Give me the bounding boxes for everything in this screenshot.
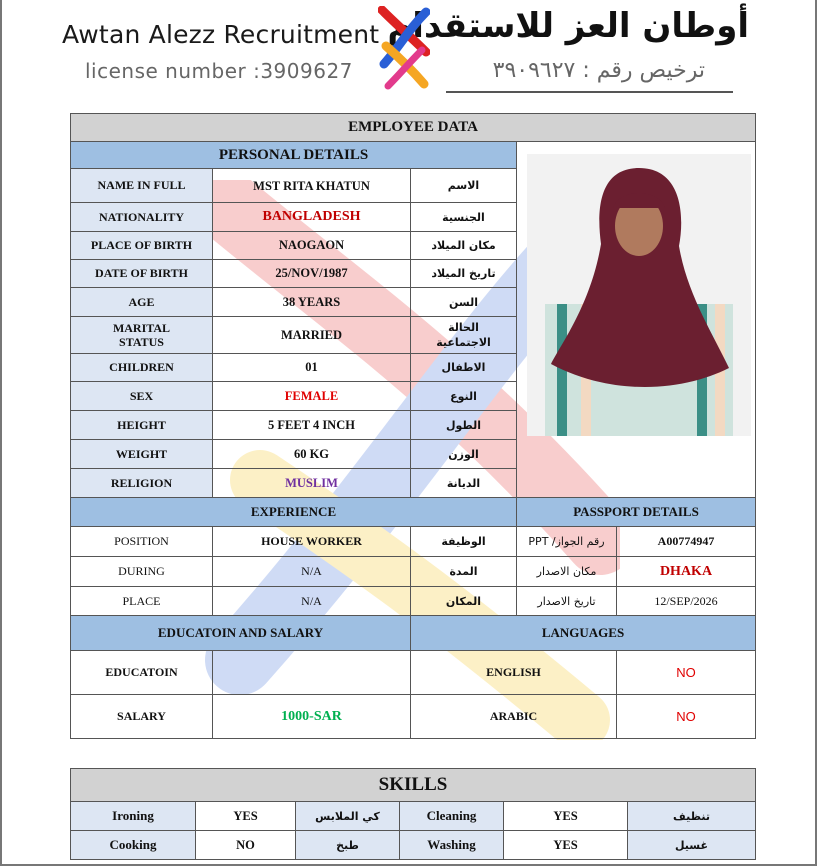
place-of-birth-label: PLACE OF BIRTH — [71, 232, 213, 260]
nationality-label-ar: الجنسية — [411, 203, 517, 232]
marital-status-value: MARRIED — [213, 317, 411, 354]
company-name-en: Awtan Alezz Recruitment — [62, 20, 380, 49]
place-label: PLACE — [71, 587, 213, 616]
weight-label-ar: الوزن — [411, 440, 517, 469]
skill-cooking-label: Cooking — [71, 831, 196, 860]
children-value: 01 — [213, 354, 411, 382]
name-value: MST RITA KHATUN — [213, 169, 411, 203]
languages-header: LANGUAGES — [411, 616, 756, 651]
skills-title: SKILLS — [71, 769, 756, 802]
skill-ironing-label: Ironing — [71, 802, 196, 831]
employee-data-title: EMPLOYEE DATA — [71, 114, 756, 142]
english-label: ENGLISH — [411, 651, 617, 695]
height-label-ar: الطول — [411, 411, 517, 440]
place-of-birth-label-ar: مكان الميلاد — [411, 232, 517, 260]
passport-details-header: PASSPORT DETAILS — [517, 498, 756, 527]
skill-ironing-value: YES — [196, 802, 296, 831]
personal-details-header: PERSONAL DETAILS — [71, 142, 517, 169]
issue-place-value: DHAKA — [617, 557, 756, 587]
passport-number-label: PPT /رقم الجواز — [517, 527, 617, 557]
education-salary-header: EDUCATOIN AND SALARY — [71, 616, 411, 651]
nationality-value: BANGLADESH — [213, 203, 411, 232]
weight-value: 60 KG — [213, 440, 411, 469]
issue-date-value: 12/SEP/2026 — [617, 587, 756, 616]
education-label: EDUCATOIN — [71, 651, 213, 695]
age-label-ar: السن — [411, 288, 517, 317]
skill-washing-label: Washing — [400, 831, 504, 860]
religion-value: MUSLIM — [213, 469, 411, 498]
date-of-birth-label-ar: تاريخ الميلاد — [411, 260, 517, 288]
skill-cooking-label-ar: طبخ — [296, 831, 400, 860]
skill-cleaning-label-ar: تنظيف — [628, 802, 756, 831]
license-number-en: license number :3909627 — [85, 59, 353, 83]
height-value: 5 FEET 4 INCH — [213, 411, 411, 440]
header-underline — [446, 91, 733, 93]
skills-table — [70, 768, 756, 860]
position-label: POSITION — [71, 527, 213, 557]
salary-value: 1000-SAR — [213, 695, 411, 739]
place-value: N/A — [213, 587, 411, 616]
skill-cleaning-value: YES — [504, 802, 628, 831]
children-label: CHILDREN — [71, 354, 213, 382]
date-of-birth-value: 25/NOV/1987 — [213, 260, 411, 288]
arabic-value: NO — [617, 695, 756, 739]
position-label-ar: الوظيفة — [411, 527, 517, 557]
position-value: HOUSE WORKER — [213, 527, 411, 557]
company-name-ar: أوطان العز للاستقدام — [387, 6, 749, 46]
height-label: HEIGHT — [71, 411, 213, 440]
skill-washing-value: YES — [504, 831, 628, 860]
date-of-birth-label: DATE OF BIRTH — [71, 260, 213, 288]
age-label: AGE — [71, 288, 213, 317]
nationality-label: NATIONALITY — [71, 203, 213, 232]
passport-number-value: A00774947 — [617, 527, 756, 557]
skill-ironing-label-ar: كي الملابس — [296, 802, 400, 831]
english-value: NO — [617, 651, 756, 695]
skill-washing-label-ar: غسيل — [628, 831, 756, 860]
age-value: 38 YEARS — [213, 288, 411, 317]
employee-photo — [527, 154, 751, 436]
experience-header: EXPERIENCE — [71, 498, 517, 527]
marital-status-label: MARITAL STATUS — [71, 317, 213, 354]
photo-cell — [517, 142, 756, 498]
education-value — [213, 651, 411, 695]
sex-value: FEMALE — [213, 382, 411, 411]
issue-date-label: تاريخ الاصدار — [517, 587, 617, 616]
sex-label-ar: النوع — [411, 382, 517, 411]
sex-label: SEX — [71, 382, 213, 411]
marital-status-label-ar: الحالة الاجتماعية — [411, 317, 517, 354]
skill-cooking-value: NO — [196, 831, 296, 860]
name-label: NAME IN FULL — [71, 169, 213, 203]
during-label: DURING — [71, 557, 213, 587]
place-label-ar: المكان — [411, 587, 517, 616]
license-number-ar: ترخيص رقم : ٣٩٠٩٦٢٧ — [492, 58, 705, 83]
company-logo-icon — [378, 6, 430, 90]
employee-data-table — [70, 113, 756, 739]
name-label-ar: الاسم — [411, 169, 517, 203]
religion-label-ar: الديانة — [411, 469, 517, 498]
during-label-ar: المدة — [411, 557, 517, 587]
children-label-ar: الاطفال — [411, 354, 517, 382]
issue-place-label: مكان الاصدار — [517, 557, 617, 587]
place-of-birth-value: NAOGAON — [213, 232, 411, 260]
weight-label: WEIGHT — [71, 440, 213, 469]
during-value: N/A — [213, 557, 411, 587]
arabic-label: ARABIC — [411, 695, 617, 739]
skill-cleaning-label: Cleaning — [400, 802, 504, 831]
salary-label: SALARY — [71, 695, 213, 739]
religion-label: RELIGION — [71, 469, 213, 498]
